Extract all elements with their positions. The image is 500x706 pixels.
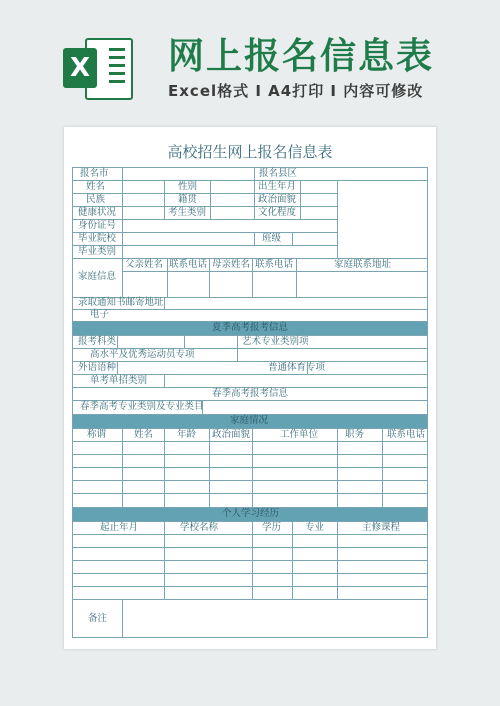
age-header: 年龄 xyxy=(177,429,197,440)
athlete-label: 高水平及优秀运动员专项 xyxy=(90,349,195,360)
id-number-label: 身份证号 xyxy=(78,220,117,231)
period-header: 起止年月 xyxy=(100,522,139,533)
banner xyxy=(0,0,500,110)
email-label: 电子 xyxy=(90,309,110,320)
remarks-label: 备注 xyxy=(88,613,108,624)
district-label: 报名县区 xyxy=(259,168,298,179)
position-header: 职务 xyxy=(345,429,365,440)
degree-header: 学历 xyxy=(262,522,282,533)
banner-title: 网上报名信息表 xyxy=(168,36,435,77)
exam-type-label: 考生类别 xyxy=(168,207,207,218)
pe-label: 普通体育专项 xyxy=(268,362,326,373)
excel-badge: X xyxy=(63,48,97,88)
grad-type-label: 毕业类别 xyxy=(78,246,117,257)
education-label: 文化程度 xyxy=(258,207,297,218)
father-name-header: 父亲姓名 xyxy=(125,259,164,270)
mother-name-header: 母亲姓名 xyxy=(212,259,251,270)
spring-category-label: 春季高考专业类别及专业类目 xyxy=(80,401,204,412)
relation-header: 称谓 xyxy=(87,429,107,440)
city-label: 报名市 xyxy=(80,168,109,179)
birth-label: 出生年月 xyxy=(258,181,297,192)
health-label: 健康状况 xyxy=(78,207,117,218)
member-politics-header: 政治面貌 xyxy=(212,429,251,440)
name-label: 姓名 xyxy=(86,181,106,192)
banner-subtitle: Excel格式 I A4打印 I 内容可修改 xyxy=(168,82,424,100)
politics-label: 政治面貌 xyxy=(258,194,297,205)
courses-header: 主修课程 xyxy=(362,522,401,533)
spring-section-title: 春季高考报考信息 xyxy=(212,388,289,399)
mother-phone-header: 联系电话 xyxy=(255,259,294,270)
summer-section-title: 夏季高考报考信息 xyxy=(212,322,289,333)
mail-address-label: 录取通知书邮寄地址 xyxy=(78,297,164,308)
family-address-header: 家庭联系地址 xyxy=(334,259,392,270)
major-header: 专业 xyxy=(305,522,325,533)
form-title: 高校招生网上报名信息表 xyxy=(167,143,333,161)
ethnicity-label: 民族 xyxy=(86,194,106,205)
family-info-label: 家庭信息 xyxy=(78,271,117,282)
workplace-header: 工作单位 xyxy=(280,429,319,440)
study-section-title: 个人学习经历 xyxy=(222,508,280,519)
art-label: 艺术专业类别项 xyxy=(242,336,309,347)
excel-icon xyxy=(63,38,131,98)
member-name-header: 姓名 xyxy=(134,429,154,440)
school-name-header: 学校名称 xyxy=(180,522,219,533)
language-label: 外语语种 xyxy=(78,362,117,373)
father-phone-header: 联系电话 xyxy=(169,259,208,270)
class-label: 班级 xyxy=(262,233,282,244)
subject-label: 报考科类 xyxy=(78,336,117,347)
school-label: 毕业院校 xyxy=(78,233,117,244)
hometown-label: 籍贯 xyxy=(178,194,198,205)
gender-label: 性别 xyxy=(178,181,198,192)
single-exam-label: 单考单招类别 xyxy=(90,375,148,386)
family-section-title: 家庭情况 xyxy=(230,415,269,426)
registration-form-table xyxy=(72,167,428,638)
member-phone-header: 联系电话 xyxy=(387,429,426,440)
